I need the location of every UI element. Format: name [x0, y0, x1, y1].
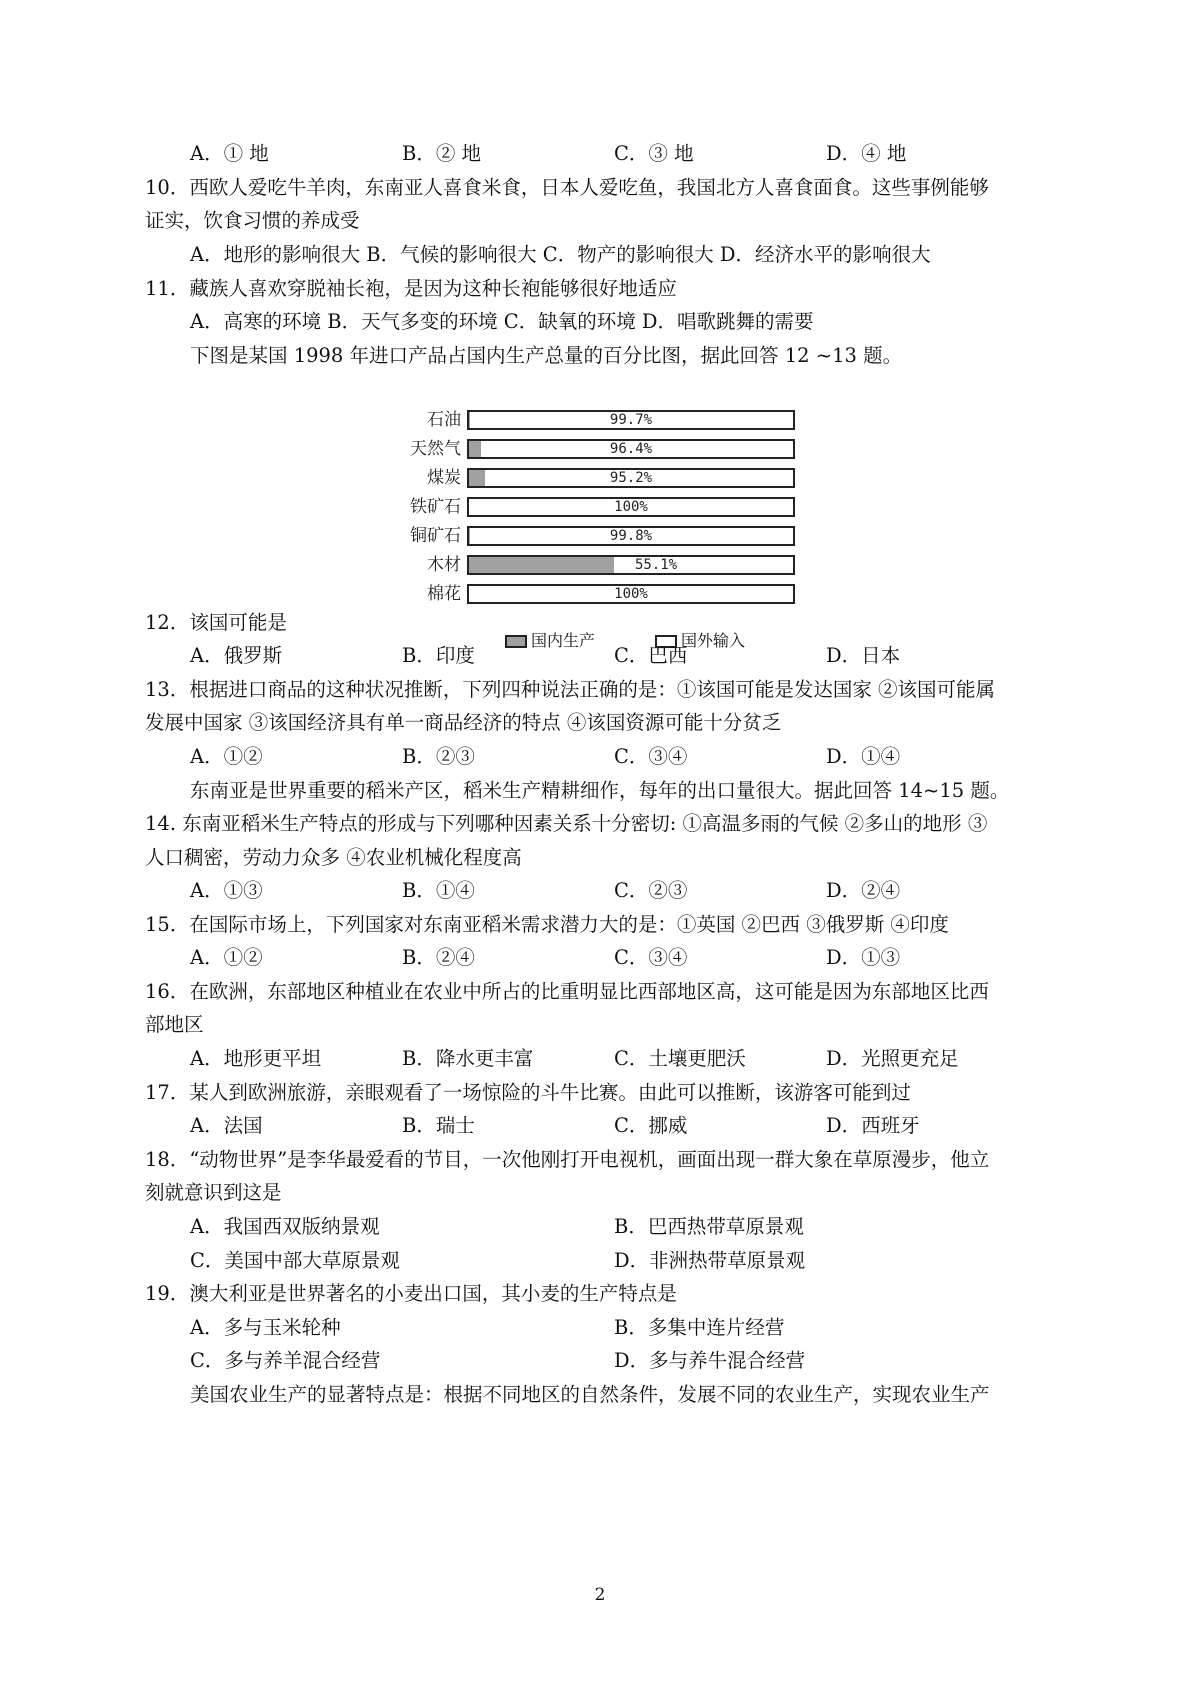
- q12-options: [190, 643, 1090, 669]
- q17-option-c: C．挪威: [614, 1114, 688, 1137]
- chart-bar-outline: [467, 439, 795, 459]
- q15-option-b: B．②④: [402, 946, 475, 969]
- q16-stem-line2: 部地区: [145, 1013, 204, 1036]
- q17-option-a: A．法国: [190, 1114, 263, 1137]
- q13-option-c: C．③④: [614, 745, 688, 768]
- chart-category-label: 煤炭: [427, 468, 461, 488]
- chart-row: [395, 582, 795, 608]
- q13-stem-line1: 13．根据进口商品的这种状况推断，下列四种说法正确的是：①该国可能是发达国家 ②该国可能属: [145, 678, 996, 701]
- chart-value-label: 96.4%: [609, 441, 653, 457]
- q16-options: [190, 1046, 1090, 1072]
- chart-bar-outline: [467, 555, 795, 575]
- q19-stem: 19．澳大利亚是世界著名的小麦出口国，其小麦的生产特点是: [145, 1282, 677, 1305]
- q13-options: [190, 744, 1090, 770]
- q19-option-d: D．多与养牛混合经营: [614, 1349, 806, 1372]
- q19-option-a: A．多与玉米轮种: [190, 1316, 341, 1339]
- q16-stem-line1: 16．在欧洲，东部地区种植业在农业中所占的比重明显比西部地区高，这可能是因为东部地区比西: [145, 980, 989, 1003]
- q16-option-a: A．地形更平坦: [190, 1047, 322, 1070]
- q12-option-b: B．印度: [402, 644, 475, 667]
- q9-option-c: C．③ 地: [614, 142, 694, 165]
- chart-value-label: 95.2%: [609, 470, 653, 486]
- q15-option-a: A．①②: [190, 946, 263, 969]
- chart-category-label: 木材: [427, 555, 461, 575]
- q15-stem: 15．在国际市场上，下列国家对东南亚稻米需求潜力大的是：①英国 ②巴西 ③俄罗斯 ④印度: [145, 913, 949, 936]
- chart-row: [395, 553, 795, 579]
- q16-option-c: C．土壤更肥沃: [614, 1047, 746, 1070]
- chart-bar-outline: [467, 468, 795, 488]
- q15-option-c: C．③④: [614, 946, 688, 969]
- import-percentage-chart: [395, 408, 795, 658]
- q18-stem-line2: 刻就意识到这是: [145, 1181, 282, 1204]
- chart-category-label: 棉花: [427, 584, 461, 604]
- chart-value-label: 100%: [614, 586, 648, 602]
- chart-bar-domestic: [469, 557, 614, 573]
- chart-bar-outline: [467, 584, 795, 604]
- q17-option-d: D．西班牙: [826, 1114, 920, 1137]
- q16-option-d: D．光照更充足: [826, 1047, 959, 1070]
- q14-option-b: B．①④: [402, 879, 475, 902]
- q12-option-a: A．俄罗斯: [190, 644, 283, 667]
- q19-option-c: C．多与养羊混合经营: [190, 1349, 381, 1372]
- q17-option-b: B．瑞士: [402, 1114, 475, 1137]
- intro-12-13: 下图是某国 1998 年进口产品占国内生产总量的百分比图，据此回答 12 ~13 题。: [190, 344, 903, 367]
- q11-options: A．高寒的环境 B．天气多变的环境 C．缺氧的环境 D．唱歌跳舞的需要: [190, 310, 814, 333]
- chart-row: [395, 466, 795, 492]
- q14-stem-line2: 人口稠密，劳动力众多 ④农业机械化程度高: [145, 846, 522, 869]
- q9-options: [190, 141, 1090, 167]
- chart-value-label: 99.7%: [609, 412, 653, 428]
- chart-category-label: 铁矿石: [410, 497, 461, 517]
- chart-category-label: 铜矿石: [410, 526, 461, 546]
- q12-stem: 12．该国可能是: [145, 611, 287, 634]
- q14-option-d: D．②④: [826, 879, 901, 902]
- q18-option-d: D．非洲热带草原景观: [614, 1249, 806, 1272]
- chart-category-label: 石油: [427, 410, 461, 430]
- legend-label: 国外输入: [681, 631, 746, 650]
- q9-option-d: D．④ 地: [826, 142, 907, 165]
- chart-value-label: 55.1%: [634, 557, 678, 573]
- q9-option-b: B．② 地: [402, 142, 482, 165]
- q18-options-row2: [190, 1248, 1090, 1274]
- q19-option-b: B．多集中连片经营: [614, 1316, 785, 1339]
- chart-row: [395, 524, 795, 550]
- chart-bar-outline: [467, 526, 795, 546]
- q11-stem: 11．藏族人喜欢穿脱袖长袍，是因为这种长袍能够很好地适应: [145, 277, 677, 300]
- q13-stem-line2: 发展中国家 ③该国经济具有单一商品经济的特点 ④该国资源可能十分贫乏: [145, 711, 782, 734]
- q14-stem-line1: 14. 东南亚稻米生产特点的形成与下列哪种因素关系十分密切: ①高温多雨的气候 ②多山的地形 ③: [145, 812, 988, 835]
- q12-option-c: C．巴西: [614, 644, 688, 667]
- q16-option-b: B．降水更丰富: [402, 1047, 534, 1070]
- q19-options-row1: [190, 1315, 1090, 1341]
- q10-stem-line1: 10．西欧人爱吃牛羊肉，东南亚人喜食米食，日本人爱吃鱼，我国北方人喜食面食。这些事例能够: [145, 176, 989, 199]
- legend-label: 国内生产: [531, 631, 596, 650]
- q13-option-b: B．②③: [402, 745, 475, 768]
- q9-option-a: A．① 地: [190, 142, 269, 165]
- chart-category-label: 天然气: [410, 439, 461, 459]
- chart-row: [395, 495, 795, 521]
- q12-option-d: D．日本: [826, 644, 901, 667]
- q18-option-b: B．巴西热带草原景观: [614, 1215, 804, 1238]
- q14-options: [190, 878, 1090, 904]
- q10-stem-line2: 证实，饮食习惯的养成受: [145, 209, 360, 232]
- q18-option-a: A．我国西双版纳景观: [190, 1215, 380, 1238]
- q18-option-c: C．美国中部大草原景观: [190, 1249, 400, 1272]
- q14-option-c: C．②③: [614, 879, 688, 902]
- q15-options: [190, 945, 1090, 971]
- q18-stem-line1: 18．“动物世界”是李华最爱看的节目，一次他刚打开电视机，画面出现一群大象在草原漫步，他立: [145, 1148, 990, 1171]
- chart-row: [395, 408, 795, 434]
- chart-value-label: 100%: [614, 499, 648, 515]
- intro-14-15: 东南亚是世界重要的稻米产区，稻米生产精耕细作，每年的出口量很大。据此回答 14~15 题。: [190, 779, 1010, 802]
- q17-stem: 17．某人到欧洲旅游，亲眼观看了一场惊险的斗牛比赛。由此可以推断，该游客可能到过: [145, 1081, 911, 1104]
- q19-options-row2: [190, 1348, 1090, 1374]
- chart-value-label: 99.8%: [609, 528, 653, 544]
- q17-options: [190, 1113, 1090, 1139]
- q15-option-d: D．①③: [826, 946, 901, 969]
- intro-us-agriculture: 美国农业生产的显著特点是：根据不同地区的自然条件，发展不同的农业生产，实现农业生产: [190, 1383, 990, 1406]
- q13-option-a: A．①②: [190, 745, 263, 768]
- chart-bar-outline: [467, 410, 795, 430]
- chart-bar-outline: [467, 497, 795, 517]
- q10-options: A．地形的影响很大 B．气候的影响很大 C．物产的影响很大 D．经济水平的影响很大: [190, 243, 931, 266]
- q18-options-row1: [190, 1214, 1090, 1240]
- page-number: 2: [594, 1585, 606, 1605]
- chart-row: [395, 437, 795, 463]
- q14-option-a: A．①③: [190, 879, 263, 902]
- q13-option-d: D．①④: [826, 745, 901, 768]
